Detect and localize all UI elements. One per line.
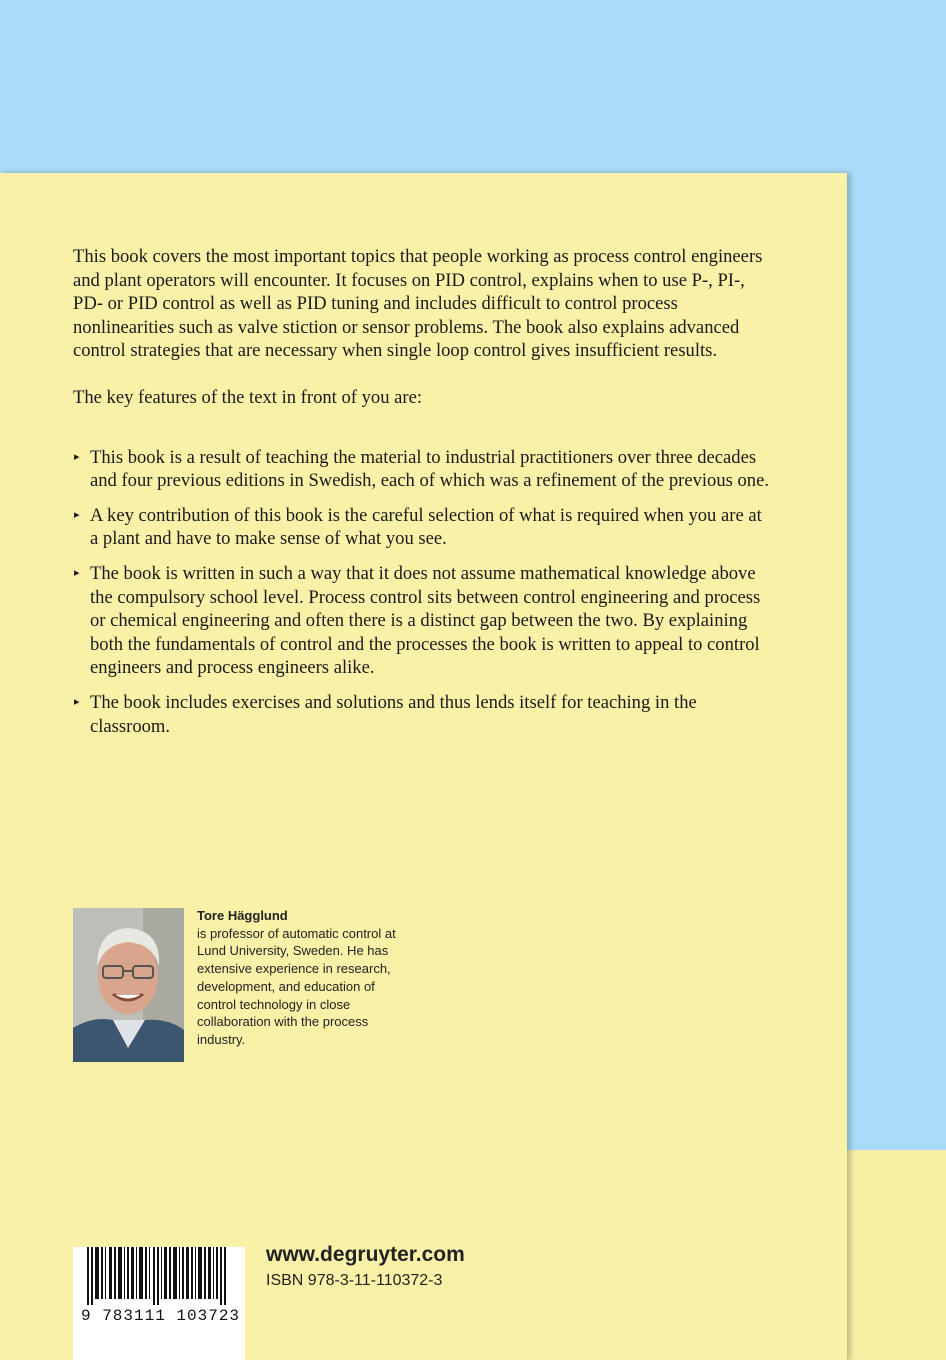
intro-paragraph: This book covers the most important topics that people working as process control engineers and plant operators will encounter. It focuses on PID control, explains when to use P-, PI-, PD- or PID control as well as PID tuning and includes difficult to control process nonlinearities such as valve stiction or sensor problems. The book also explains advanced control strategies that are necessary when single loop control gives insufficient results. [73,246,763,362]
feature-text: A key contribution of this book is the careful selection of what is required when you are at a plant and have to make sense of what you see. [90,504,762,550]
feature-text: The book includes exercises and solutions and thus lends itself for teaching in the classroom. [90,691,697,737]
feature-text: The book is written in such a way that it does not assume mathematical knowledge above the compulsory school level. Process control sits between control engineering and process or chemical engineering and often there is a distinct gap between the two. By explaining both the fundamentals of control and the processes the book is written to appeal to control engineers and process engineers alike. [90,562,761,679]
features-lead: The key features of the text in front of you are: [73,386,423,408]
feature-list [73,446,773,739]
feature-text: This book is a result of teaching the material to industrial practitioners over three decades and four previous editions in Swedish, each of which was a refinement of the previous one. [90,446,770,492]
list-item [73,446,773,493]
publisher-website[interactable]: www.degruyter.com [266,1243,465,1266]
publisher-info [266,1240,465,1292]
triangle-bullet-icon: ▸ [74,695,80,708]
triangle-bullet-icon: ▸ [74,508,80,521]
list-item [73,691,773,738]
triangle-bullet-icon: ▸ [74,566,80,579]
list-item [73,504,773,551]
author-bio-block [197,907,412,1049]
book-blurb [73,245,773,749]
author-photo [73,908,184,1062]
author-name: Tore Hägglund [197,908,288,923]
list-item [73,562,773,680]
barcode-bars [85,1247,235,1305]
isbn-barcode [73,1247,245,1360]
triangle-bullet-icon: ▸ [74,450,80,463]
isbn-text: ISBN 978-3-11-110372-3 [266,1272,443,1289]
barcode-number: 9 783111 103723 [81,1307,241,1325]
cover-edge-band [846,1150,946,1360]
author-bio: is professor of automatic control at Lund University, Sweden. He has extensive experience in research, development, and education of control technology in close collaboration with the process industry. [197,925,396,1047]
author-section [73,908,413,1063]
